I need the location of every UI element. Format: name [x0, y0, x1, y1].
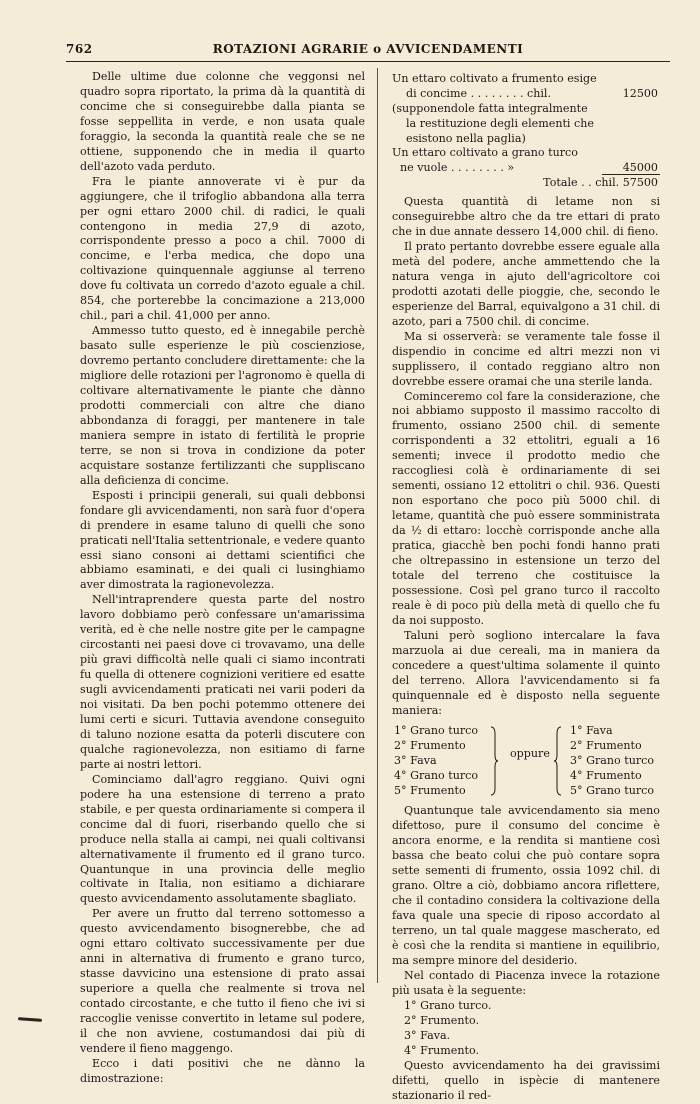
paragraph: Nel contado di Piacenza invece la rotazione più usata è la seguente:: [392, 968, 660, 997]
calc-line: (supponendole fatta integralmente: [392, 101, 588, 115]
paragraph: Ammesso tutto questo, ed è innegabile perchè basato sulle esperienze le più coscienziose, dovremo pertanto concludere direttamente: che la migliore delle rotazioni per l'agronomo è quella di coltivare alternativamente le piante che dànno prodotti commerciali con altre che diano abbondanza di foraggi, per mantenere in tale maniera sempre in istato di fertilità le proprie terre, se non si trova in condizione da poter acquistare sostanze fertilizzanti che suppliscano alla deficienza di concime.: [80, 324, 365, 487]
left-column: [80, 70, 365, 1087]
piacenza-rotation: [392, 999, 660, 1059]
rotation-item: 2° Frumento: [570, 739, 642, 753]
rotation-step: 4° Frumento.: [404, 1043, 479, 1057]
left-brace-icon: [554, 726, 562, 796]
rotation-item: 5° Grano turco: [570, 784, 655, 798]
paragraph: Ma si osserverà: se veramente tale fosse il dispendio in concime ed altri mezzi non vi supplissero, il contado reggiano altro non dovrebbe essere oramai che una sterile landa.: [392, 329, 660, 388]
page-number: 762: [66, 42, 93, 56]
paragraph: Per avere un frutto dal terreno sottomesso a questo avvicendamento bisognerebbe, che ad ogni ettaro coltivato successivamente per due anni in alternativa di frumento e grano turco, stasse davvicino una estensione di prato assai superiore a quella che realmente si trova nel contado circostante, e che tutto il fieno che ivi si raccoglie venisse convertito in letame sul podere, il che non avviene, costumandosi dai più di vendere il fieno maggengo.: [80, 907, 365, 1055]
calc-total: Totale . . chil. 57500: [543, 176, 658, 190]
rotation-item: 2° Frumento: [394, 739, 466, 753]
calc-line: esistono nella paglia): [406, 131, 526, 145]
rotation-item: 4° Grano turco: [394, 769, 479, 783]
paragraph: Delle ultime due colonne che veggonsi nel quadro sopra riportato, la prima dà la quantità di concime che si conseguirebbe dalla pianta se fosse seppellita in verde, e non usata quale foraggio, la seconda la quantità reale che se ne ottiene, supponendo che in media il quarto dell'azoto vada perduto.: [80, 70, 365, 173]
calc-line: Un ettaro coltivato a grano turco: [392, 146, 578, 160]
right-column: [392, 72, 660, 1104]
rotation-item: 4° Frumento: [570, 769, 642, 783]
paragraph: Questa quantità di letame non si conseguirebbe altro che da tre ettari di prato che in due annate dessero 14,000 chil. di fieno.: [392, 195, 660, 239]
calc-amount: 45000: [622, 161, 658, 175]
running-title: ROTAZIONI AGRARIE o AVVICENDAMENTI: [212, 42, 524, 56]
paragraph: Ecco i dati positivi che ne dànno la dimostrazione:: [80, 1056, 365, 1085]
manure-calculation: [392, 72, 660, 191]
paragraph: Cominceremo col fare la considerazione, che noi abbiamo supposto il massimo raccolto di frumento, ossiano 2500 chil. di semente corrispondenti a 32 ettolitri, eguali a 16 sementi; invece il prodotto medio che raccogliesi colà è ordinariamente di sei sementi, ossiano 12 ettolitri o chil. 936. Questi non esportano che poco più 5000 chil. di letame, quantità che può essere somministrata da ½ di ettaro: locchè corrisponde anche alla pratica, giacchè ben pochi fondi hanno prati che oltrepassino in estensione un terzo del totale del terreno che costituisce la possessione. Così pel grano turco il raccolto reale è di poco più della metà di quello che fu da noi supposto.: [392, 389, 660, 627]
rotation-table: [392, 724, 660, 800]
scan-mark: [18, 1017, 42, 1022]
rotation-item: 5° Frumento: [394, 784, 466, 798]
paragraph: Taluni però sogliono intercalare la fava marzuola ai due cereali, ma in maniera da concedere a quest'ultima solamente il quinto del terreno. Allora l'avvicendamento si fa quinquennale ed è disposto nella seguente maniera:: [392, 628, 660, 717]
rotation-list-right: [570, 724, 654, 799]
rotation-item: 3° Fava: [394, 754, 437, 768]
rotation-step: 3° Fava.: [404, 1028, 451, 1042]
paragraph: Fra le piante annoverate vi è pur da aggiungere, che il trifoglio abbandona alla terra per ogni ettaro 2000 chil. di radici, le quali contengono in media 27,9 di azoto, corrispondente presso a poco a chil. 7000 di concime, e l'erba medica, che dopo una coltivazione quinquennale aggiunse al terreno dove fu coltivata un corredo d'azoto eguale a chil. 854, che porterebbe la concimazione a 213,000 chil., pari a chil. 41,000 per anno.: [80, 174, 365, 323]
paragraph: Il prato pertanto dovrebbe essere eguale alla metà del podere, anche ammettendo che la natura venga in ajuto dell'agricoltore coi prodotti azotati delle pioggie, che, secondo le esperienze del Barral, equivalgono a 31 chil. di azoto, pari a 7500 chil. di concime.: [392, 239, 660, 328]
rotation-step: 1° Grano turco.: [404, 998, 492, 1012]
calc-line: la restituzione degli elementi che: [406, 116, 594, 130]
rotation-item: 1° Fava: [570, 724, 613, 738]
right-brace-icon: [490, 726, 498, 796]
rotation-item: 3° Grano turco: [570, 754, 655, 768]
paragraph: Nell'intraprendere questa parte del nostro lavoro dobbiamo però confessare un'amarissima verità, ed è che nelle nostre gite per le campagne circostanti nei paesi dove ci trovavamo, una delle più gravi difficoltà nelle quali ci siamo incontrati fu quella di ottenere cognizioni veritiere ed esatte sugli avvicendamenti praticati nei varii poderi da noi visitati. Da ben pochi potemmo ottenere dei lumi certi e sicuri. Tuttavia avendone conseguito di taluno nozione esatta da poterli discutere con qualche ragionevolezza, non esitiamo di farne parte ai nostri lettori.: [80, 593, 365, 771]
calc-line: Un ettaro coltivato a frumento esige: [392, 72, 597, 85]
rotation-list-left: [394, 724, 478, 799]
running-header: [66, 40, 670, 60]
paragraph: Questo avvicendamento ha dei gravissimi difetti, quello in ispècie di mantenere stazionario il red-: [392, 1058, 660, 1102]
paragraph: Esposti i principii generali, sui quali debbonsi fondare gli avvicendamenti, non sarà fuor d'opera di prendere in esame taluno di quelli che sono praticati nell'Italia settentrionale, e vedere quanto essi siano consoni ai dettami scientifici che abbiamo esaminati, e dei quali ci lusinghiamo aver dimostrata la ragionevolezza.: [80, 488, 365, 592]
sum-rule: [602, 174, 660, 175]
header-rule: [66, 61, 670, 62]
paragraph: Cominciamo dall'agro reggiano. Quivi ogni podere ha una estensione di terreno a prato stabile, e per questa ordinariamente si compera il concime dal di fuori, riserbando quello che si produce nella stalla ai campi, nei quali coltivansi alternativamente il frumento ed il grano turco. Quantunque in una provincia delle meglio coltivate in Italia, non esitiamo a dichiarare questo avvicendamento assolutamente sbagliato.: [80, 772, 365, 906]
calc-line: di concime . . . . . . . . chil.: [406, 86, 551, 100]
calc-line: ne vuole . . . . . . . . »: [400, 161, 515, 175]
rotation-step: 2° Frumento.: [404, 1013, 479, 1027]
calc-amount: 12500: [622, 86, 658, 100]
rotation-connector: oppure: [510, 747, 550, 761]
rotation-item: 1° Grano turco: [394, 724, 479, 738]
column-divider: [377, 68, 378, 983]
paragraph: Quantunque tale avvicendamento sia meno difettoso, pure il consumo del concime è ancora enorme, e la rendita si mantiene così bassa che beato colui che può contare sopra sette sementi di frumento, ossia 1092 chil. di grano. Oltre a ciò, dobbiamo ancora riflettere, che il contadino considera la coltivazione della fava quale una specie di riposo accordato al terreno, un tal quale maggese mascherato, ed è così che la rendita si mantiene in equilibrio, ma sempre minore del desiderio.: [392, 804, 660, 968]
